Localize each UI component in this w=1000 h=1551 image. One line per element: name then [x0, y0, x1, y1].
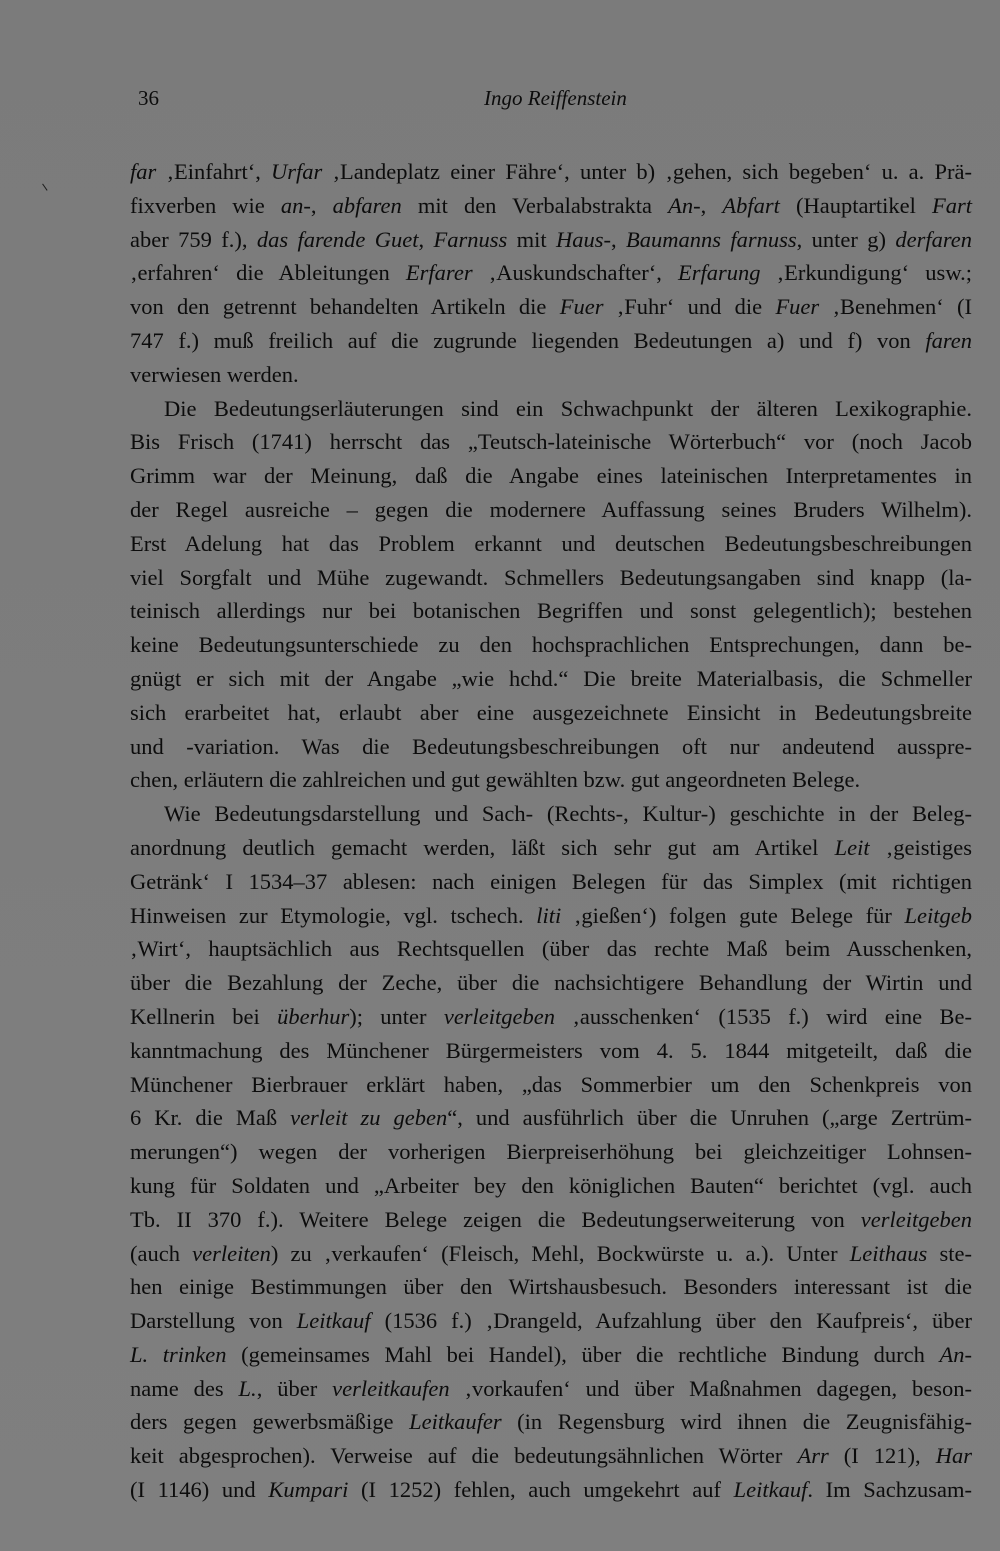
text-line: ‚Wirt‘, hauptsächlich aus Rechtsquellen (über das rechte Maß beim Ausschenken,	[130, 936, 972, 962]
text-line: merungen“) wegen der vorherigen Bierpreiserhöhung bei gleichzeitiger Lohnsen-	[130, 1139, 972, 1165]
text-line: sich erarbeitet hat, erlaubt aber eine ausgezeichnete Einsicht in Bedeutungsbreite	[130, 699, 972, 725]
text-line: ders gegen gewerbsmäßige Leitkaufer (in Regensburg wird ihnen die Zeugnisfähig-	[130, 1409, 972, 1435]
text-line: aber 759 f.), das farende Guet, Farnuss mit Haus-, Baumanns farnuss, unter g) derfaren	[130, 226, 972, 252]
running-head: Ingo Reiffenstein	[484, 86, 627, 110]
text-line: anordnung deutlich gemacht werden, läßt sich sehr gut am Artikel Leit ‚geistiges	[130, 834, 972, 860]
page-number: 36	[138, 86, 159, 110]
text-line: chen, erläutern die zahlreichen und gut gewählten bzw. gut angeordneten Belege.	[130, 767, 861, 793]
text-line: L. trinken (gemeinsames Mahl bei Handel), über die rechtliche Bindung durch An-	[130, 1341, 972, 1367]
text-line: (I 1146) und Kumpari (I 1252) fehlen, auch umgekehrt auf Leitkauf. Im Sachzusam-	[130, 1477, 972, 1503]
text-line: Wie Bedeutungsdarstellung und Sach- (Rechts-, Kultur-) geschichte in der Beleg-	[164, 801, 972, 827]
text-line: verwiesen werden.	[130, 361, 299, 387]
text-line: 6 Kr. die Maß verleit zu geben“, und ausführlich über die Unruhen („arge Zertrüm-	[130, 1105, 972, 1131]
stray-mark	[42, 181, 51, 190]
text-line: gnügt er sich mit der Angabe „wie hchd.“ Die breite Materialbasis, die Schmeller	[130, 665, 972, 691]
text-line: und -variation. Was die Bedeutungsbeschreibungen oft nur andeutend ausspre-	[130, 733, 972, 759]
text-line: fixverben wie an-, abfaren mit den Verbalabstrakta An-, Abfart (Hauptartikel Fart	[130, 192, 973, 218]
text-line: Tb. II 370 f.). Weitere Belege zeigen die Bedeutungserweiterung von verleitgeben	[130, 1206, 972, 1232]
text-line: der Regel ausreiche – gegen die modernere Auffassung seines Bruders Wilhelm).	[130, 496, 972, 522]
text-line: teinisch allerdings nur bei botanischen Begriffen und sonst gelegentlich); bestehen	[130, 598, 972, 624]
body-text	[130, 155, 972, 1507]
text-line: name des L., über verleitkaufen ‚vorkaufen‘ und über Maßnahmen dagegen, beson-	[130, 1375, 973, 1401]
text-line: Hinweisen zur Etymologie, vgl. tschech. liti ‚gießen‘) folgen gute Belege für Leitgeb	[130, 902, 972, 928]
text-line: über die Bezahlung der Zeche, über die nachsichtigere Behandlung der Wirtin und	[130, 970, 972, 996]
text-line: Münchener Bierbrauer erklärt haben, „das Sommerbier um den Schenkpreis von	[130, 1071, 972, 1097]
text-line: Grimm war der Meinung, daß die Angabe eines lateinischen Interpretamentes in	[130, 463, 972, 489]
text-line: keit abgesprochen). Verweise auf die bedeutungsähnlichen Wörter Arr (I 121), Har	[130, 1443, 972, 1469]
text-line: Die Bedeutungserläuterungen sind ein Schwachpunkt der älteren Lexikographie.	[164, 395, 972, 421]
text-line: 747 f.) muß freilich auf die zugrunde liegenden Bedeutungen a) und f) von faren	[130, 327, 972, 353]
text-line: hen einige Bestimmungen über den Wirtshausbesuch. Besonders interessant ist die	[130, 1274, 972, 1300]
text-line: von den getrennt behandelten Artikeln die Fuer ‚Fuhr‘ und die Fuer ‚Benehmen‘ (I	[130, 294, 972, 320]
text-line: Getränk‘ I 1534–37 ablesen: nach einigen Belegen für das Simplex (mit richtigen	[130, 868, 972, 894]
text-line: Darstellung von Leitkauf (1536 f.) ‚Drangeld, Aufzahlung über den Kaufpreis‘, über	[130, 1308, 972, 1334]
text-line: Erst Adelung hat das Problem erkannt und deutschen Bedeutungsbeschreibungen	[130, 530, 972, 556]
text-line: kanntmachung des Münchener Bürgermeisters vom 4. 5. 1844 mitgeteilt, daß die	[130, 1037, 972, 1063]
page-header	[138, 86, 968, 126]
text-line: (auch verleiten) zu ‚verkaufen‘ (Fleisch, Mehl, Bockwürste u. a.). Unter Leithaus ste-	[130, 1240, 972, 1266]
text-line: far ‚Einfahrt‘, Urfar ‚Landeplatz einer Fähre‘, unter b) ‚gehen, sich begeben‘ u. a. Prä-	[130, 159, 972, 184]
text-line: keine Bedeutungsunterschiede zu den hochsprachlichen Entsprechungen, dann be-	[130, 632, 972, 658]
text-line: Kellnerin bei überhur); unter verleitgeben ‚ausschenken‘ (1535 f.) wird eine Be-	[130, 1003, 972, 1029]
text-line: viel Sorgfalt und Mühe zugewandt. Schmellers Bedeutungsangaben sind knapp (la-	[130, 564, 972, 590]
text-line: Bis Frisch (1741) herrscht das „Teutsch-lateinische Wörterbuch“ vor (noch Jacob	[130, 429, 972, 455]
text-line: kung für Soldaten und „Arbeiter bey den königlichen Bauten“ berichtet (vgl. auch	[130, 1172, 972, 1198]
text-line: ‚erfahren‘ die Ableitungen Erfarer ‚Auskundschafter‘, Erfarung ‚Erkundigung‘ usw.;	[130, 260, 972, 286]
